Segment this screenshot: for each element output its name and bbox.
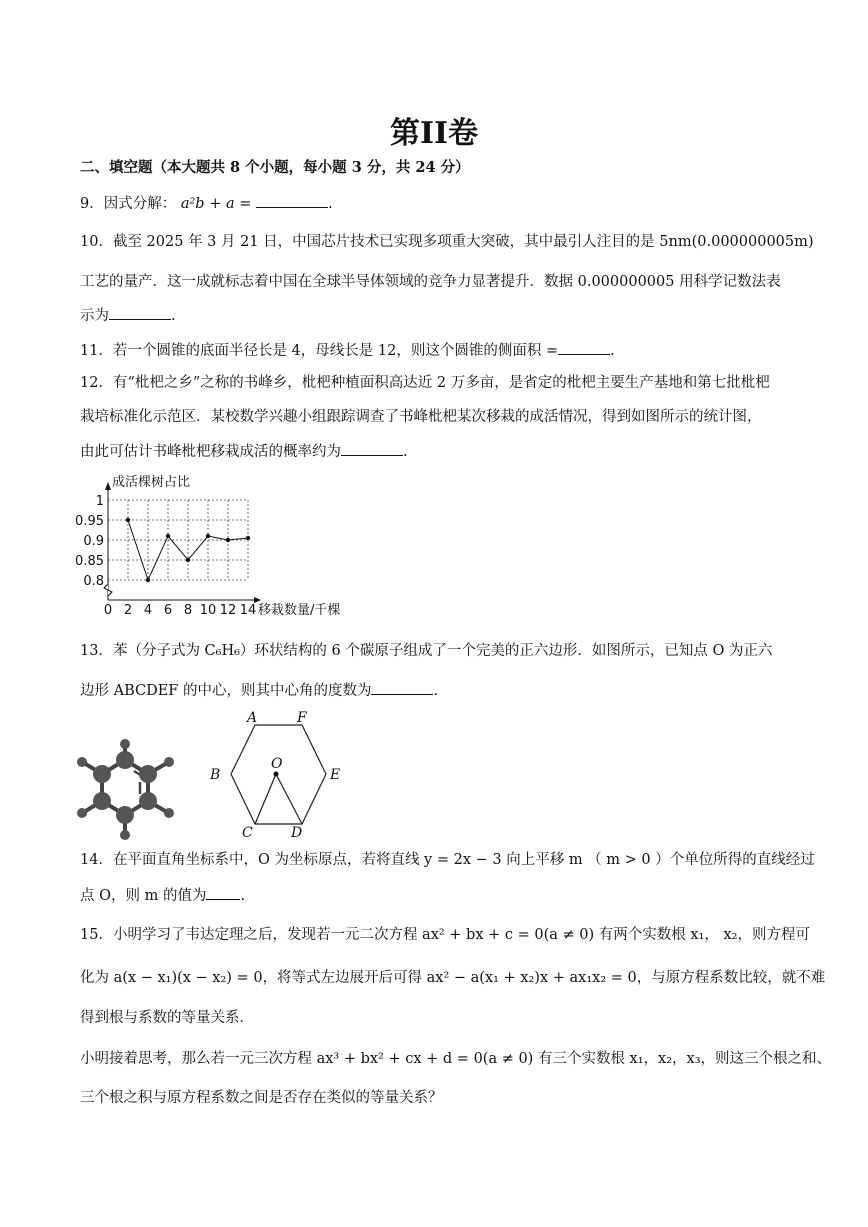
vertex-label-b: B [210, 767, 221, 783]
chart-x-tick-label: 14 [239, 603, 257, 618]
chart-x-tick-label: 10 [199, 603, 217, 618]
q12-line3: 由此可估计书峰枇杷移栽成活的概率约为 [80, 444, 341, 460]
center-point-o [274, 772, 279, 777]
chart-data-point [246, 536, 250, 540]
q13-answer-blank[interactable] [371, 680, 433, 695]
question-10-line3 [80, 305, 176, 326]
q13-end: . [433, 683, 439, 699]
chart-data-point [166, 534, 170, 538]
chart-y-axis-arrow [105, 482, 111, 490]
q10-end: . [171, 308, 176, 324]
q10-answer-blank[interactable] [109, 305, 171, 320]
carbon-atom [116, 751, 134, 769]
question-13-line2 [80, 680, 438, 701]
vertex-label-f: F [297, 710, 307, 726]
section-heading: 二、填空题（本大题共 8 个小题，每小题 3 分，共 24 分） [80, 159, 470, 176]
chart-y-axis-label: 成活棵树占比 [112, 475, 191, 490]
q11-end: . [610, 343, 615, 359]
carbon-atom [93, 792, 111, 810]
benzene-double-bonds [110, 771, 142, 811]
survival-rate-chart [72, 470, 372, 620]
segment-oc [255, 774, 276, 824]
q14-line1: 14．在平面直角坐标系中，O 为坐标原点，若将直线 y = 2x − 3 向上平移 m （ m > 0 ）个单位所得的直线经过 [80, 852, 815, 868]
chart-x-axis-label: 移栽数量/千棵 [258, 603, 341, 618]
q12-end: . [403, 444, 408, 460]
hydrogen-atom [120, 830, 130, 840]
q15-line3: 得到根与系数的等量关系． [80, 1010, 254, 1026]
chart-y-tick-label: 0.8 [83, 574, 104, 589]
q11-text: 11．若一个圆锥的底面半径长是 4，母线长是 12，则这个圆锥的侧面积 = [80, 343, 559, 359]
chart-x-tick-label: 8 [183, 603, 193, 618]
segment-od [276, 774, 302, 824]
question-14-line2 [80, 885, 245, 906]
q9-answer-blank[interactable] [256, 193, 328, 208]
question-12-line3 [80, 441, 408, 462]
q10-line2: 工艺的量产．这一成就标志着中国在全球半导体领域的竞争力显著提升．数据 0.000000005 用科学记数法表 [80, 274, 781, 290]
chart-data-point [206, 534, 210, 538]
chart-x-tick-label: 4 [143, 603, 153, 618]
q15-line4: 小明接着思考，那么若一元三次方程 ax³ + bx² + cx + d = 0(a ≠ 0) 有三个实数根 x₁，x₂，x₃，则这三个根之和、 [80, 1051, 832, 1067]
carbon-atom [139, 792, 157, 810]
hydrogen-atom [77, 808, 87, 818]
q15-line5: 三个根之积与原方程系数之间是否存在类似的等量关系？ [80, 1090, 443, 1106]
chart-y-tick-label: 0.9 [83, 534, 104, 549]
chart-y-tick-label: 1 [95, 494, 104, 509]
q13-line1: 13．苯（分子式为 C₆H₆）环状结构的 6 个碳原子组成了一个完美的正六边形．如图所示，已知点 O 为正六 [80, 643, 773, 659]
vertex-label-a: A [247, 710, 258, 726]
chart-x-tick-label: 6 [163, 603, 173, 618]
question-9 [80, 193, 333, 214]
carbon-atom [93, 765, 111, 783]
question-11 [80, 340, 615, 361]
hexagon-figure [200, 708, 360, 842]
carbon-atom [139, 765, 157, 783]
vertex-label-e: E [330, 767, 341, 783]
q13-line2: 边形 ABCDEF 的中心，则其中心角的度数为 [80, 683, 372, 699]
hydrogen-atom [77, 757, 87, 767]
chart-data-point [226, 538, 230, 542]
q14-end: . [240, 888, 246, 904]
q14-line2: 点 O，则 m 的值为 [80, 888, 207, 904]
chart-tick-labels [75, 494, 256, 618]
vertex-label-c: C [242, 825, 253, 841]
hydrogen-atom [120, 739, 130, 749]
chart-y-tick-label: 0.95 [75, 514, 104, 529]
chart-data-point [186, 558, 190, 562]
hexagon-abcdef [231, 725, 326, 824]
hydrogen-atom [164, 808, 174, 818]
vertex-label-d: D [291, 825, 303, 841]
q9-end: . [327, 196, 333, 212]
hydrogen-atom [164, 757, 174, 767]
q9-number: 9． [80, 196, 104, 212]
q15-line1: 15．小明学习了韦达定理之后，发现若一元二次方程 ax² + bx + c = 0(a ≠ 0) 有两个实数根 x₁， x₂，则方程可 [80, 927, 810, 943]
chart-axis-break [104, 584, 112, 596]
q9-expression: a²b + a = [180, 196, 252, 212]
q10-line1: 10．截至 2025 年 3 月 21 日，中国芯片技术已实现多项重大突破，其中最引人注目的是 5nm(0.000000005m) [80, 234, 814, 250]
benzene-molecule-figure [72, 738, 182, 844]
q10-line3: 示为 [80, 308, 109, 324]
carbon-atom [116, 806, 134, 824]
chart-x-tick-label: 12 [219, 603, 237, 618]
page-title: 第II卷 [389, 116, 479, 151]
q12-line1: 12．有“枇杷之乡”之称的书峰乡，枇杷种植面积高达近 2 万多亩，是省定的枇杷主要生产基地和第七批枇杷 [80, 375, 770, 391]
center-label-o: O [271, 756, 283, 772]
q11-answer-blank[interactable] [558, 340, 610, 355]
q12-answer-blank[interactable] [341, 441, 403, 456]
chart-data-point [146, 578, 150, 582]
q14-answer-blank[interactable] [206, 885, 240, 900]
q12-line2: 栽培标准化示范区．某校数学兴趣小组跟踪调查了书峰枇杷某次移栽的成活情况，得到如图所示的统计图， [80, 409, 762, 425]
chart-data-point [126, 518, 130, 522]
chart-y-tick-label: 0.85 [75, 554, 104, 569]
q15-line2: 化为 a(x − x₁)(x − x₂) = 0，将等式左边展开后可得 ax² − a(x₁ + x₂)x + ax₁x₂ = 0，与原方程系数比较，就不难 [80, 970, 826, 986]
q9-text: 因式分解： [103, 196, 177, 212]
chart-x-tick-label: 0 [103, 603, 113, 618]
chart-x-tick-label: 2 [123, 603, 133, 618]
